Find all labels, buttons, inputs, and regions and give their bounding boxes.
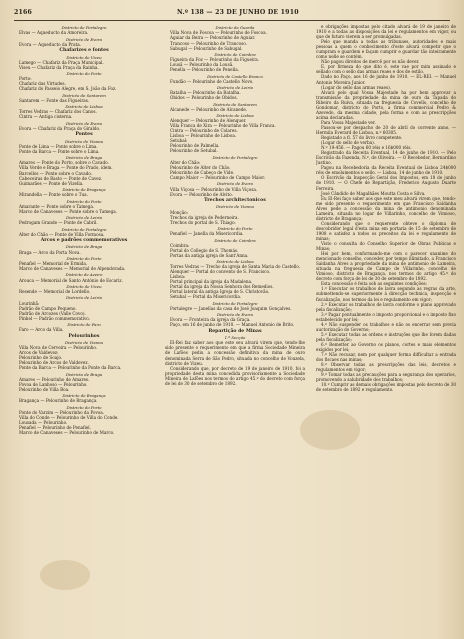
text-line: Faro — Arco da Villa.	[19, 327, 64, 333]
paper-stain	[300, 410, 360, 450]
text-line: Coimbra:	[170, 242, 190, 248]
section-heading: Districto de Bragança	[62, 393, 106, 399]
text-line: Pelourinho de Palmella.	[170, 143, 220, 149]
column-right	[316, 24, 456, 392]
text-line: Cintra — Pelourinho de Colares.	[170, 128, 238, 134]
text-line: Evora — Chafariz da Praça do Giraldo.	[19, 125, 101, 131]
text-line: Padrão de Campo Pequeno.	[19, 305, 77, 311]
text-line: Lousada — Pelourinho.	[19, 419, 68, 425]
text-line: Registrado da Receita Eventual, 14 de junho de 1910. — Pelo Escrivão da Fazenda, N.º, de Oliveira. — O Recebedor, Bernardino Justino.	[316, 150, 456, 166]
text-line: Hei por bem, conformando-me com o parecer unanime do mencionado conselho, conceder, por tempo illimitado, a Francisco Saldanha Alves a propriedade da mina de antimonio de Lameira, situada na freguesia de Campo de Villarinho, concelho de Vimioso, districto de Bragança, nos termos do artigo 45.º do decreto com força de lei de 30 de setembro de 1892.	[316, 251, 456, 282]
section-heading: Districto de Leiria	[66, 215, 102, 221]
text-line: Pelourinho de Arcos de Valdevez.	[19, 360, 89, 366]
text-line: Chafariz das Virtudes.	[19, 81, 66, 87]
text-line: Dado no Paço, aos 16 de junho de 1910. — EL-REI. — Manuel Antonio Moreira Junior.	[316, 74, 456, 85]
text-line: Porto:	[19, 76, 32, 82]
column-left	[14, 24, 154, 435]
text-line: Setubal — Portal da Misericordia.	[170, 294, 242, 300]
text-line: Bragança — Pelourinho de Bragança.	[19, 398, 98, 404]
text-line: El-Rei faz saber aos que este seu alvará virem que, tendo-lhe sido presente o requerimento em que a firma Sociedade Mineira de Lafões pediu a concessão definitiva da mina de ouro denominada Serra de São Pedro, situada no concelho de Vouzela, districto de Vizeu.	[165, 340, 305, 366]
text-line: Evora — Aqueducto da Prata.	[19, 41, 82, 47]
text-line: Campo Maior — Pelourinho de Campo Maior.	[170, 175, 266, 181]
text-line: Pedrogam Grande — Ponte de Cabril.	[19, 220, 98, 226]
section-heading: Districto do Porto	[66, 404, 102, 410]
text-line: Passou-se por despacho de 20 de abril do corrente anno. — Hermila Everard de Lisboa, n.º 60305.	[316, 124, 456, 135]
section-heading: Chafarizes e fontes	[59, 48, 109, 54]
section-heading: Districto de Aveiro	[65, 272, 103, 278]
text-line: Torres Vedras — Chafariz dos Canos.	[19, 109, 97, 115]
text-line: 5.º Executar todas as ordens e instruções que lhe forem dadas pela fiscalização;	[316, 331, 456, 342]
section-heading: Pontes	[75, 132, 93, 138]
section-heading: Districto de Vizeu	[66, 283, 102, 289]
text-line: Pelourinho de Setubal.	[170, 148, 218, 154]
text-line: Amares — Pelourinho de Amares.	[19, 376, 90, 382]
text-line: Esta concessão é feita sob as seguintes condições:	[321, 281, 428, 287]
section-heading: Districto de Lisboa	[216, 259, 254, 265]
page-header	[14, 9, 450, 20]
text-line: O Escrivão da Inspecção Geral dos Impostos, em 18 de junho de 1910. — O Chefe de Repartição, Frederico Augusto Duarte Ferreira.	[316, 175, 456, 191]
text-line: E, por firmeza do que dito é, este vae por mim assinado e sellado com o sello das armas reaes e dos de estilo.	[316, 64, 456, 75]
text-line: 2.º Executar os trabalhos de lavra conforme o plano approvado pela fiscalização;	[316, 301, 456, 312]
section-heading: Districto de Santarem	[62, 92, 106, 98]
text-line: Portal do Collegio de S. Thomás.	[170, 247, 239, 253]
text-line: Setubal:	[170, 138, 188, 144]
section-heading: Districto do Porto	[66, 71, 102, 77]
header-rule	[14, 20, 450, 21]
text-line: Arouca — Memorial de Santo António de Escariz.	[19, 277, 123, 283]
text-line: Villa do Conde — Pelourinho de Villa do Conde.	[19, 414, 119, 420]
text-line: Alcanede — Pelourinho de Alcanede.	[170, 106, 248, 112]
text-line: Ponte da Barca — Ponte sobre o Lima.	[19, 148, 100, 154]
text-line: Não pagou direitos de mercê por os não dever.	[321, 59, 420, 65]
text-line: 7.º Não recusar, nem por qualquer forma difficultar a entrada dos fiscaes nas minas;	[316, 352, 456, 363]
section-heading: Districto de Evora	[217, 312, 253, 318]
text-line: Trancoso — Pelourinho de Trancoso.	[170, 40, 248, 46]
text-line: Amares — Ponte do Porto, sobre o Cavado.	[19, 160, 109, 166]
text-line: Evora — Fronteira da igreja da Graça.	[170, 317, 251, 323]
section-heading: Districto de Portalegre	[61, 226, 107, 232]
text-line: Cabeceiras de Basto — Ponte de Cavez.	[19, 175, 103, 181]
text-line: Portal da igreja da Nossa Senhora dos Remedios.	[170, 284, 274, 290]
section-heading: Districto de Faro	[67, 322, 101, 328]
section-heading: Districto de Coimbra	[214, 237, 256, 243]
text-line: Elvas — Aqueducto da Amoreira.	[19, 30, 89, 36]
section-heading: Districto de Leiria	[66, 295, 102, 301]
text-line: Considerando que, por decreto de 19 de janeiro de 1910, foi a propriedade desta mina concedida provisoriamente a Sociedade Mineira de Lafões nos termos do artigo 45.º do decreto com força de lei de 30 de setembro de 1892.	[165, 365, 305, 386]
text-line: e obrigações impostas pelo citado alvará de 19 de janeiro de 1910 e a todas as disposições da lei e regulamentos em vigor, ou que de futuro vierem a ser promulgadas.	[316, 24, 456, 40]
text-line: Penafiel — Janella da Misericordia.	[170, 231, 244, 237]
text-line: Alter do Chão — Ponte de Villa Formosa.	[19, 231, 105, 237]
text-line: Alter do Chão:	[170, 159, 201, 165]
section-heading: Districto de Evora	[66, 120, 102, 126]
section-heading: Districto de Vianna	[215, 204, 254, 210]
text-line: Eu El-Rei faço saber aos que este meu alvará virem que, tendo-me sido presente o requerimento em que Francisco Saldanha Alves pede a concessão da mina de antimonio denominada Lameira, situada no logar de Villarinho, concelho de Vimioso, districto de Bragança;	[316, 195, 456, 221]
section-heading: Districto de Vianna	[64, 340, 103, 345]
text-line: Portal lateral da antiga Igreja de S. Christovão.	[170, 289, 270, 295]
text-line: Torres Vedras — Trecho da igreja de Santa Maria do Castello.	[170, 264, 301, 270]
text-line: Povoa de Lanhoso — Pelourinho.	[19, 381, 88, 387]
text-line: Monção:	[170, 209, 189, 215]
text-line: Trechos do portal de S. Thiago.	[170, 219, 236, 225]
text-line: Pelo que manda a todas as tribunaes, autoridades e mais pessoas a quem o conhecimento d'este alvará competir que o cumpram e guardem e façam cumprir e guardar tão inteiramente como nelle se contém.	[316, 39, 456, 60]
text-line: Pagou na Recebedoria da Receita Eventual de Lisboa 24$000 réis de emolumentos e sello. — Lisboa, 14 de junho de 1910.	[316, 165, 456, 176]
text-line: 10.º Cumprir as demais obrigações impostas pelo decreto de 30 de setembro de 1892 e regulamento.	[316, 382, 456, 393]
text-line: Pelourinho de Cabeço de Vide.	[170, 170, 235, 175]
section-heading: Districto de Vianna	[64, 138, 103, 144]
section-heading: Districto de Leiria	[217, 85, 253, 91]
section-heading: Districto de Braga	[65, 244, 103, 250]
section-heading: Districto de Bragança	[62, 187, 106, 193]
text-line: Ponte do Varzim — Pelourinho da Povoa.	[19, 409, 105, 415]
text-line: Penella — Pelourinho de Penella.	[170, 67, 240, 73]
section-heading: Districto de Portalegre	[212, 154, 258, 160]
text-line: Lourinhã:	[19, 300, 40, 306]
text-line: Villa Nova de Foscoa — Pelourinho de Foscoa.	[170, 30, 267, 36]
text-line: Trechos da igreja de Pederneira.	[170, 214, 239, 220]
section-heading: Districto do Porto	[217, 226, 253, 232]
text-line: Penafiel — Memorial de Ermida.	[19, 261, 88, 266]
text-line: Sabugal — Pelourinho de Sabugal.	[170, 45, 243, 51]
section-heading: Districto da Guarda	[215, 25, 255, 31]
text-line: Villa Franca de Xira — Pelourinho de Villa Franca.	[170, 123, 276, 129]
text-line: 3.º Pagar pontualmente o imposto proporcional e o imposto fixo estabelecido por lei;	[316, 311, 456, 322]
text-line: Chafariz do Passeio Alegre, em S. João da Foz.	[19, 86, 117, 92]
text-line: Evora — Pelourinho de Alvito.	[170, 191, 233, 197]
text-line: 8.º Observar todas as prescripções das leis, decretos e regulamentos em vigor;	[316, 362, 456, 373]
text-line: Marco de Canaveses — Pelourinho de Marco.	[19, 429, 115, 435]
text-line: 6.º Remetter ao Governo os planos, cortes e mais elementos exigidos por lei;	[316, 341, 456, 352]
text-line: Villa Viçosa — Pelourinho de Villa Viçosa.	[170, 186, 258, 192]
text-line: Portalegre — Janellas da casa de José Joaquim Gonçalves.	[170, 305, 292, 311]
text-line: Marco de Canaveses — Memorial de Alpendorada.	[19, 266, 126, 272]
text-line: Batalha — Pelourinho da Batalha.	[170, 90, 241, 96]
section-heading: Districto de Braga	[65, 371, 103, 377]
text-line: Pelourinho de Villa Boa.	[19, 386, 70, 392]
section-heading: Districto de Lisboa	[65, 104, 103, 110]
text-line: Lamego — Chafariz da Praça Municipal.	[19, 59, 104, 65]
text-line: Braga — Arco da Porta Nova.	[19, 249, 81, 255]
section-heading: Trechos architectonicos	[204, 198, 266, 204]
text-line: Visto o consulta do Conselho Superior de Obras Publicas e Minas;	[316, 241, 456, 252]
section-heading: Districto de Santarem	[213, 101, 257, 107]
text-line: Ponte de Lima — Ponte sobre o Lima.	[19, 143, 98, 149]
text-line: Santarem — Fonte das Figueiras.	[19, 97, 90, 103]
text-line: Fundão — Pelourinho de Castello Novo.	[170, 78, 254, 84]
text-line: Lisboa:	[170, 274, 186, 280]
text-line: (Logar do sello das armas reaes).	[321, 84, 392, 90]
text-line: 9.º Tomar todas as precauções para a segurança dos operarios, promovendo a salubridade dos trabalhos;	[316, 372, 456, 383]
text-line: Alvará pelo qual Vossa Majestade ha por bem approvar a transmissão da propriedade da mina de ouro da Tapada do Ribeiro da Ruiva, situada na freguesia de Covello, concelho de Gondomar, districto do Porto, a firma commercial Pedro & Azevedo, da mesma cidade, pela forma e com as prescripções acima declaradas.	[316, 89, 456, 120]
text-line: Figueira da Foz — Pelourinho da Figueira.	[170, 57, 260, 63]
text-line: 1.º Executar os trabalhos de lavra segundo as regras da arte, submettendo-se superiormente á direcção technica, inspecção e fiscalização, nos termos da lei e regulamento em vigor;	[316, 286, 456, 302]
text-line: Pelourinho de Alter do Chão.	[170, 164, 231, 170]
text-line: Considerando que o requerente obteve o diploma de descobridor legal d'esta mina em portaria de 15 de setembro de 1908 e satisfez a todos os preceitos da lei e regulamento de minas;	[316, 220, 456, 241]
text-line: Guimarães — Ponte de Vizella.	[19, 180, 84, 186]
section-heading: Districto de Portalegre	[61, 25, 107, 31]
text-line: Arcos de Valdevez:	[19, 350, 59, 356]
page-number: 2166	[14, 9, 33, 16]
text-line: Ponte da Barca — Pelourinho da Ponte da Barca.	[19, 365, 122, 371]
text-line: Cintra — Antiga cisterna.	[19, 114, 73, 120]
text-line: (Logar do sello de verba).	[321, 140, 376, 146]
text-line: Marco de Canaveses — Ponte sobre o Tamega.	[19, 208, 118, 214]
text-line: Paço, em 16 de junho de 1910. — Manuel Antonio de Brito.	[170, 322, 295, 328]
section-heading: Districto de Castello Branco	[207, 73, 263, 79]
section-heading: Districto do Porto	[66, 198, 102, 204]
text-line: Lousã — Pelourinho da Lousã.	[170, 62, 234, 68]
column-middle	[165, 24, 305, 386]
text-line: Alenquer — Pelourinho de Alenquer.	[170, 118, 247, 124]
section-heading: Repartição de Minas	[208, 328, 262, 334]
text-line: Obidos — Pelourinho de Obidos.	[170, 95, 238, 101]
section-heading: Districto de Lisboa	[216, 113, 254, 119]
text-line: Viseu — Chafariz da Praça da Rainha.	[19, 64, 99, 70]
text-line: Amarante — Ponte sobre o Tamega.	[19, 203, 95, 209]
text-line: Penafiel — Pelourinho de Penafiel.	[19, 424, 91, 430]
section-heading: Pelourinhos	[68, 333, 100, 339]
section-heading: Districto de Coimbra	[214, 52, 256, 58]
issue-date-line: N.º 138 — 23 DE JUNHO DE 1910	[177, 9, 299, 16]
paper-stain	[40, 560, 90, 590]
text-line: José Cândido de Magalhães Moutta Costa e Silva.	[321, 190, 426, 196]
text-line: Lisboa — Pelourinho de Lisboa.	[170, 133, 237, 139]
section-heading: Districto de Evora	[217, 181, 253, 187]
section-heading: Districto de Vizeu	[66, 54, 102, 60]
text-line: Pelourinho de Soajo.	[19, 355, 63, 361]
text-line: Para Vossa Majestade ver.	[321, 119, 376, 125]
section-heading: Districto de Portalegre	[212, 300, 258, 306]
text-line: Padrão de Arcozes (Valle Covo).	[19, 310, 86, 316]
text-line: Registado a fl. 57 do livro competente.	[321, 135, 403, 141]
section-heading: 1.ª Secção	[224, 335, 246, 341]
text-line: Alenquer — Portal do convento de S. Francisco.	[170, 269, 271, 275]
text-line: Aguiar da Beira — Pelourinho de Aguiar.	[170, 35, 256, 41]
section-heading: Districto de Braga	[65, 155, 103, 161]
text-line: Villa Nova de Cerveira — Pelourinho.	[19, 345, 98, 351]
text-line: N.º 19:456. — Pagou 60 réis e 16$000 réis.	[321, 145, 412, 151]
text-line: Barcellos — Ponte sobre o Cavado.	[19, 170, 93, 176]
section-heading: Districto de Evora	[66, 36, 102, 42]
section-heading: Arcos e padrões commemorativos	[40, 238, 128, 244]
text-line: Portas da antiga igreja de Sant'Anna.	[170, 252, 249, 258]
text-line: Resende — Memorial de Lordello.	[19, 289, 91, 295]
section-heading: Districto do Porto	[66, 255, 102, 261]
text-line: Portal principal da igreja da Madalena.	[170, 279, 253, 285]
text-line: Pinhel — Padrão commemorativo.	[19, 315, 91, 321]
text-line: Villa Verde e Braga — Ponte do Prado, idem.	[19, 165, 113, 171]
text-line: Mirandella — Ponte sobre o Tua.	[19, 192, 88, 198]
text-line: 4.º Não suspender os trabalhos e não os encerrar sem previa auctorização do Governo;	[316, 321, 456, 332]
